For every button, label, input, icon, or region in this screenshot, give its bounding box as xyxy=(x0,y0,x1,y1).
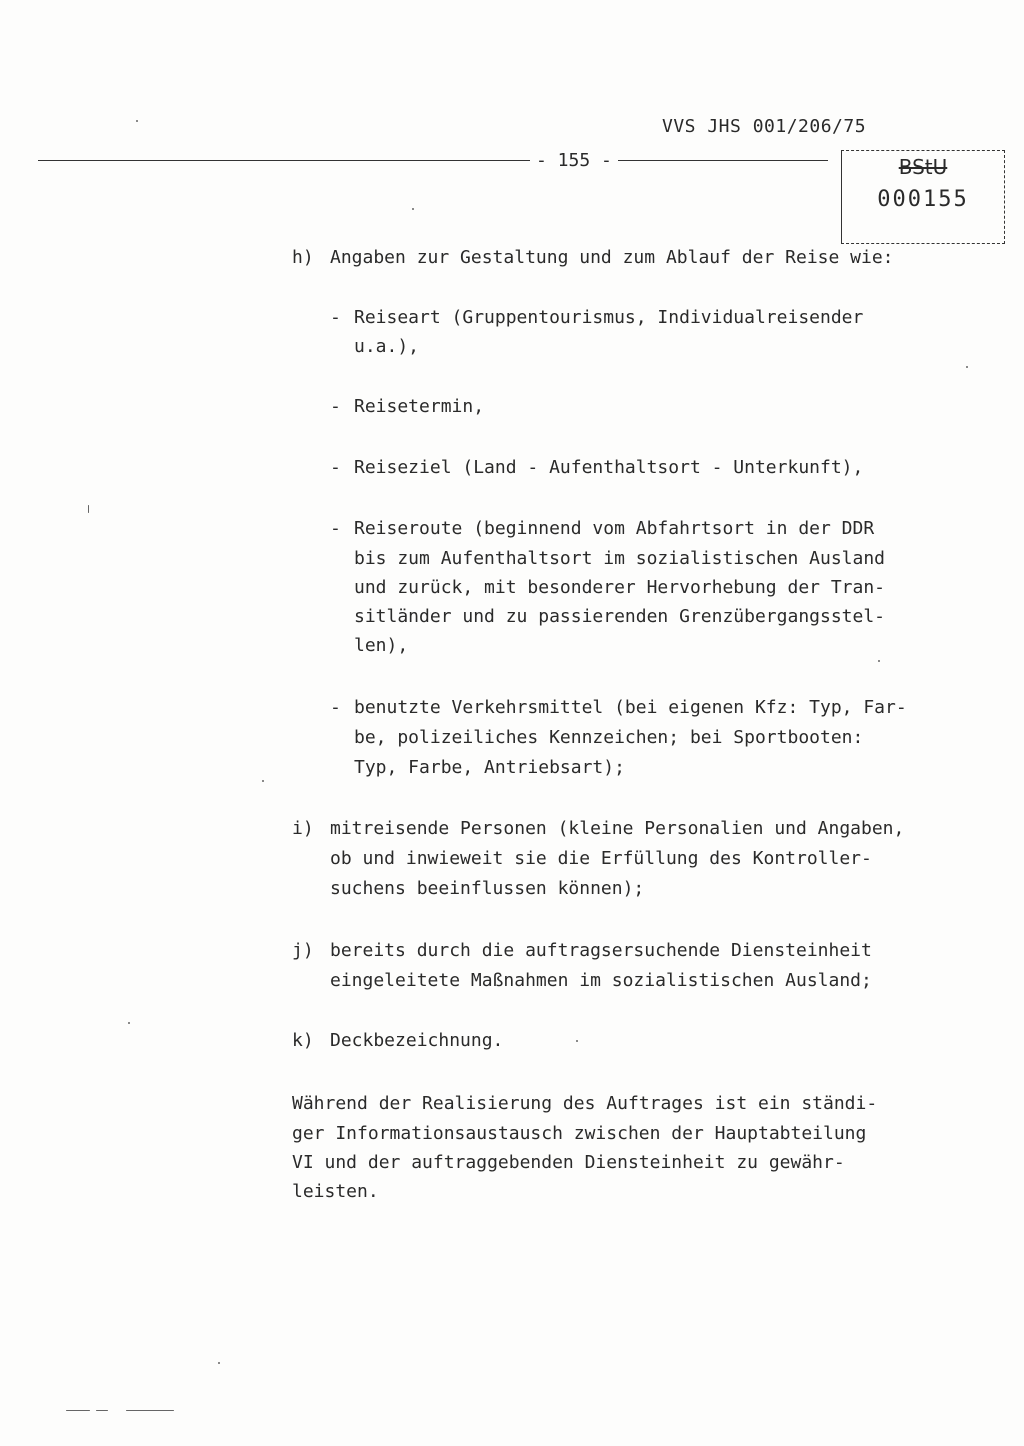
sub-item-line: u.a.), xyxy=(354,336,420,357)
sub-item-line: und zurück, mit besonderer Hervorhebung der Tran- xyxy=(354,577,886,598)
item-j-marker: j) xyxy=(292,940,314,961)
item-j-line: bereits durch die auftragsersuchende Diensteinheit xyxy=(330,940,872,961)
item-i-line: ob und inwieweit sie die Erfüllung des Kontroller- xyxy=(330,848,872,869)
document-reference: VVS JHS 001/206/75 xyxy=(662,116,867,137)
scan-speck xyxy=(262,780,264,782)
scan-speck xyxy=(878,660,880,662)
item-i-marker: i) xyxy=(292,818,314,839)
sub-item-line: bis zum Aufenthaltsort im sozialistischen Ausland xyxy=(354,548,886,569)
sub-item-line: Reiseziel (Land - Aufenthaltsort - Unterkunft), xyxy=(354,457,864,478)
scan-speck xyxy=(412,208,414,210)
sub-item-line: Reiseart (Gruppentourismus, Individualreisender xyxy=(354,307,864,328)
item-k-marker: k) xyxy=(292,1030,314,1051)
item-k-line: Deckbezeichnung. xyxy=(330,1030,504,1051)
item-j-line: eingeleitete Maßnahmen im sozialistischen Ausland; xyxy=(330,970,872,991)
closing-paragraph-line: ger Informationsaustausch zwischen der Hauptabteilung xyxy=(292,1123,867,1144)
archive-stamp xyxy=(841,150,1005,244)
sub-item-dash: - xyxy=(330,697,341,718)
scan-speck xyxy=(88,505,89,513)
scan-speck xyxy=(126,1410,174,1411)
sub-item-dash: - xyxy=(330,307,341,328)
closing-paragraph-line: leisten. xyxy=(292,1181,379,1202)
page-number: - 155 - xyxy=(530,150,618,171)
stamp-label: BStU xyxy=(898,155,948,179)
sub-item-line: Reiseroute (beginnend vom Abfahrtsort in der DDR xyxy=(354,518,875,539)
sub-item-line: Typ, Farbe, Antriebsart); xyxy=(354,757,625,778)
scan-speck xyxy=(66,1410,90,1411)
item-h-marker: h) xyxy=(292,247,314,268)
scan-speck xyxy=(96,1410,108,1411)
item-h-text: Angaben zur Gestaltung und zum Ablauf der Reise wie: xyxy=(330,247,894,268)
stamp-number: 000155 xyxy=(877,187,969,212)
scan-speck xyxy=(136,120,138,122)
item-i-line: mitreisende Personen (kleine Personalien und Angaben, xyxy=(330,818,905,839)
scan-speck xyxy=(966,366,968,368)
sub-item-line: benutzte Verkehrsmittel (bei eigenen Kfz: Typ, Far- xyxy=(354,697,907,718)
closing-paragraph-line: VI und der auftraggebenden Diensteinheit zu gewähr- xyxy=(292,1152,845,1173)
sub-item-line: Reisetermin, xyxy=(354,396,485,417)
scan-speck xyxy=(576,1040,578,1042)
item-i-line: suchens beeinflussen können); xyxy=(330,878,645,899)
sub-item-dash: - xyxy=(330,518,341,539)
sub-item-line: sitländer und zu passierenden Grenzübergangsstel- xyxy=(354,606,886,627)
sub-item-line: len), xyxy=(354,635,409,656)
header-rule xyxy=(38,160,828,161)
scan-speck xyxy=(218,1362,220,1364)
sub-item-line: be, polizeiliches Kennzeichen; bei Sportbooten: xyxy=(354,727,864,748)
sub-item-dash: - xyxy=(330,396,341,417)
scan-speck xyxy=(128,1022,130,1024)
closing-paragraph-line: Während der Realisierung des Auftrages ist ein ständi- xyxy=(292,1093,878,1114)
sub-item-dash: - xyxy=(330,457,341,478)
